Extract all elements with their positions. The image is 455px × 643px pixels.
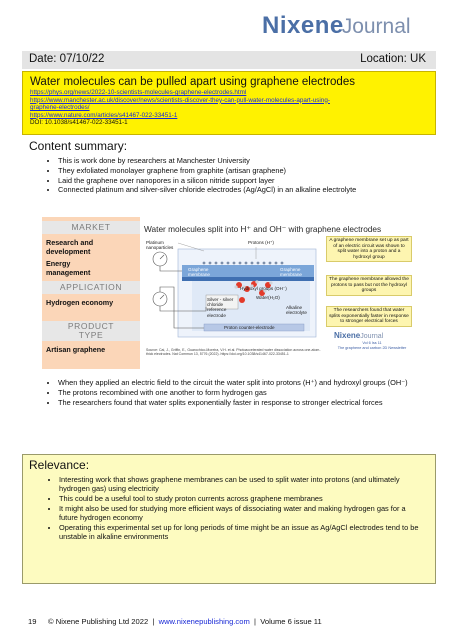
mini-logo-name: Nixene	[334, 331, 361, 340]
logo-suffix: Journal	[341, 15, 411, 38]
relevance-list	[59, 475, 425, 542]
location-label: Location: UK	[360, 53, 426, 65]
figure-note-3: The researchers found that water splits exponentially faster in response to stronger electrical forces	[326, 306, 412, 327]
list-item: • When they applied an electric field to the circuit the water split into protons (H⁺) and hydroxyl groups (OH⁻)	[58, 378, 420, 387]
figure-note-2: The graphene membrane allowed the protons to pass but not the hydroxyl groups	[326, 275, 412, 296]
alkaline-label: Alkaline electrolyte	[286, 305, 307, 316]
issue-label: Volume 6 issue 11	[260, 617, 322, 626]
footer-url-link[interactable]: www.nixenepublishing.com	[158, 617, 250, 626]
nixene-journal-logo	[262, 12, 442, 52]
relevance-heading: Relevance:	[29, 458, 90, 472]
platinum-label: Platinum nanoparticles	[146, 240, 174, 251]
footer-text: © Nixene Publishing Ltd 2022 | www.nixenepublishing.com | Volume 6 issue 11	[48, 617, 322, 626]
list-item: • Interesting work that shows graphene membranes can be used to split water into protons (and ultimately hydrogen gas) using electricity	[59, 475, 425, 493]
list-item: • The protons recombined with one another to form hydrogen gas	[58, 388, 420, 397]
findings-list	[58, 378, 420, 407]
logo-name: Nixene	[262, 12, 344, 39]
figure-title: Water molecules split into H⁺ and OH⁻ with graphene electrodes	[144, 224, 382, 234]
list-item: • This is work done by researchers at Manchester University	[58, 156, 426, 165]
water-label: Water(H₂O)	[256, 295, 280, 300]
list-item: • Laid the graphene over nanopores in a silicon nitride support layer	[58, 176, 426, 185]
source-link-manchester-cont[interactable]: graphene-electrodes/	[30, 104, 90, 112]
mini-caption-line: The graphene and carbon 2D Newsletter	[337, 345, 407, 350]
list-item: • It might also be used for studying more efficient ways of dissociating water and making hydrogen gas for a future hydrogen economy	[59, 504, 425, 522]
silver-electrode-label: Silver - silver chloride reference electrode	[207, 297, 234, 318]
list-item: • Connected platinum and silver-silver chloride electrodes (Ag/AgCl) in an alkaline electrolyte	[58, 185, 426, 194]
summary-list	[58, 156, 426, 195]
application-item: Hydrogen economy	[46, 298, 114, 307]
list-item: • They exfoliated monolayer graphene from graphite (artisan graphene)	[58, 166, 426, 175]
figure-mini-caption	[332, 341, 412, 350]
copyright: © Nixene Publishing Ltd 2022	[48, 617, 149, 626]
product-type-item: Artisan graphene	[46, 345, 106, 354]
page-number: 19	[28, 617, 37, 626]
content-summary-heading: Content summary:	[29, 139, 128, 153]
list-item: • This could be a useful tool to study proton currents across graphene membranes	[59, 494, 425, 503]
article-figure	[42, 217, 414, 369]
source-link-phys[interactable]: https://phys.org/news/2022-10-scientists-molecules-graphene-electrodes.html	[30, 89, 247, 96]
date-label: Date: 07/10/22	[29, 53, 105, 65]
figure-sidebar	[42, 217, 140, 369]
list-item: • Operating this experimental set up for long periods of time might be an issue as Ag/AgCl electrodes tend to be unstable in alkaline environments	[59, 523, 425, 541]
figure-credit: Source: Cai, J., Griffin, E., Guarochico-Moreira, V.H. et al. Photoaccelerated water dissociation across one-atom-thick electrodes. Nat Commun 13, 5776 (2022). https://doi.org/10.1038/s41467-022-33451-1	[146, 348, 321, 357]
market-heading: MARKET	[42, 221, 140, 234]
source-link-manchester[interactable]: https://www.manchester.ac.uk/discover/news/scientists-discover-they-can-pull-water-molecules-apart-using-	[30, 96, 330, 104]
article-title-box	[22, 71, 436, 135]
hydroxyl-label: Hydroxyl groups (OH⁻)	[240, 286, 287, 291]
market-item: Energy management	[46, 259, 91, 277]
market-item: Research and development	[46, 238, 94, 256]
graphene-membrane-label-left: Graphene membrane	[188, 267, 210, 278]
date-location-bar	[22, 51, 436, 69]
figure-mini-logo	[334, 331, 383, 340]
article-title: Water molecules can be pulled apart using graphene electrodes	[30, 76, 355, 88]
product-type-heading: PRODUCT TYPE	[42, 321, 140, 341]
counter-electrode-label: Proton counter-electrode	[224, 325, 275, 330]
list-item: • The researchers found that water splits exponentially faster in response to stronger electrical forces	[58, 398, 420, 407]
doi-text: DOI: 10.1038/s41467-022-33451-1	[30, 119, 128, 127]
water-splitting-diagram	[144, 237, 324, 345]
graphene-membrane-label-right: Graphene membrane	[280, 267, 302, 278]
mini-logo-suffix: Journal	[360, 333, 384, 340]
application-heading: APPLICATION	[42, 281, 140, 294]
protons-label: Protons (H⁺)	[248, 240, 274, 245]
source-link-nature[interactable]: https://www.nature.com/articles/s41467-022-33451-1	[30, 111, 178, 119]
relevance-box	[22, 454, 436, 584]
figure-note-1: A graphene membrane set up as part of an electric circuit was shown to split water into a proton and a hydroxyl group	[326, 236, 412, 262]
mini-caption-line: Vol 6 Iss 11	[362, 341, 382, 345]
